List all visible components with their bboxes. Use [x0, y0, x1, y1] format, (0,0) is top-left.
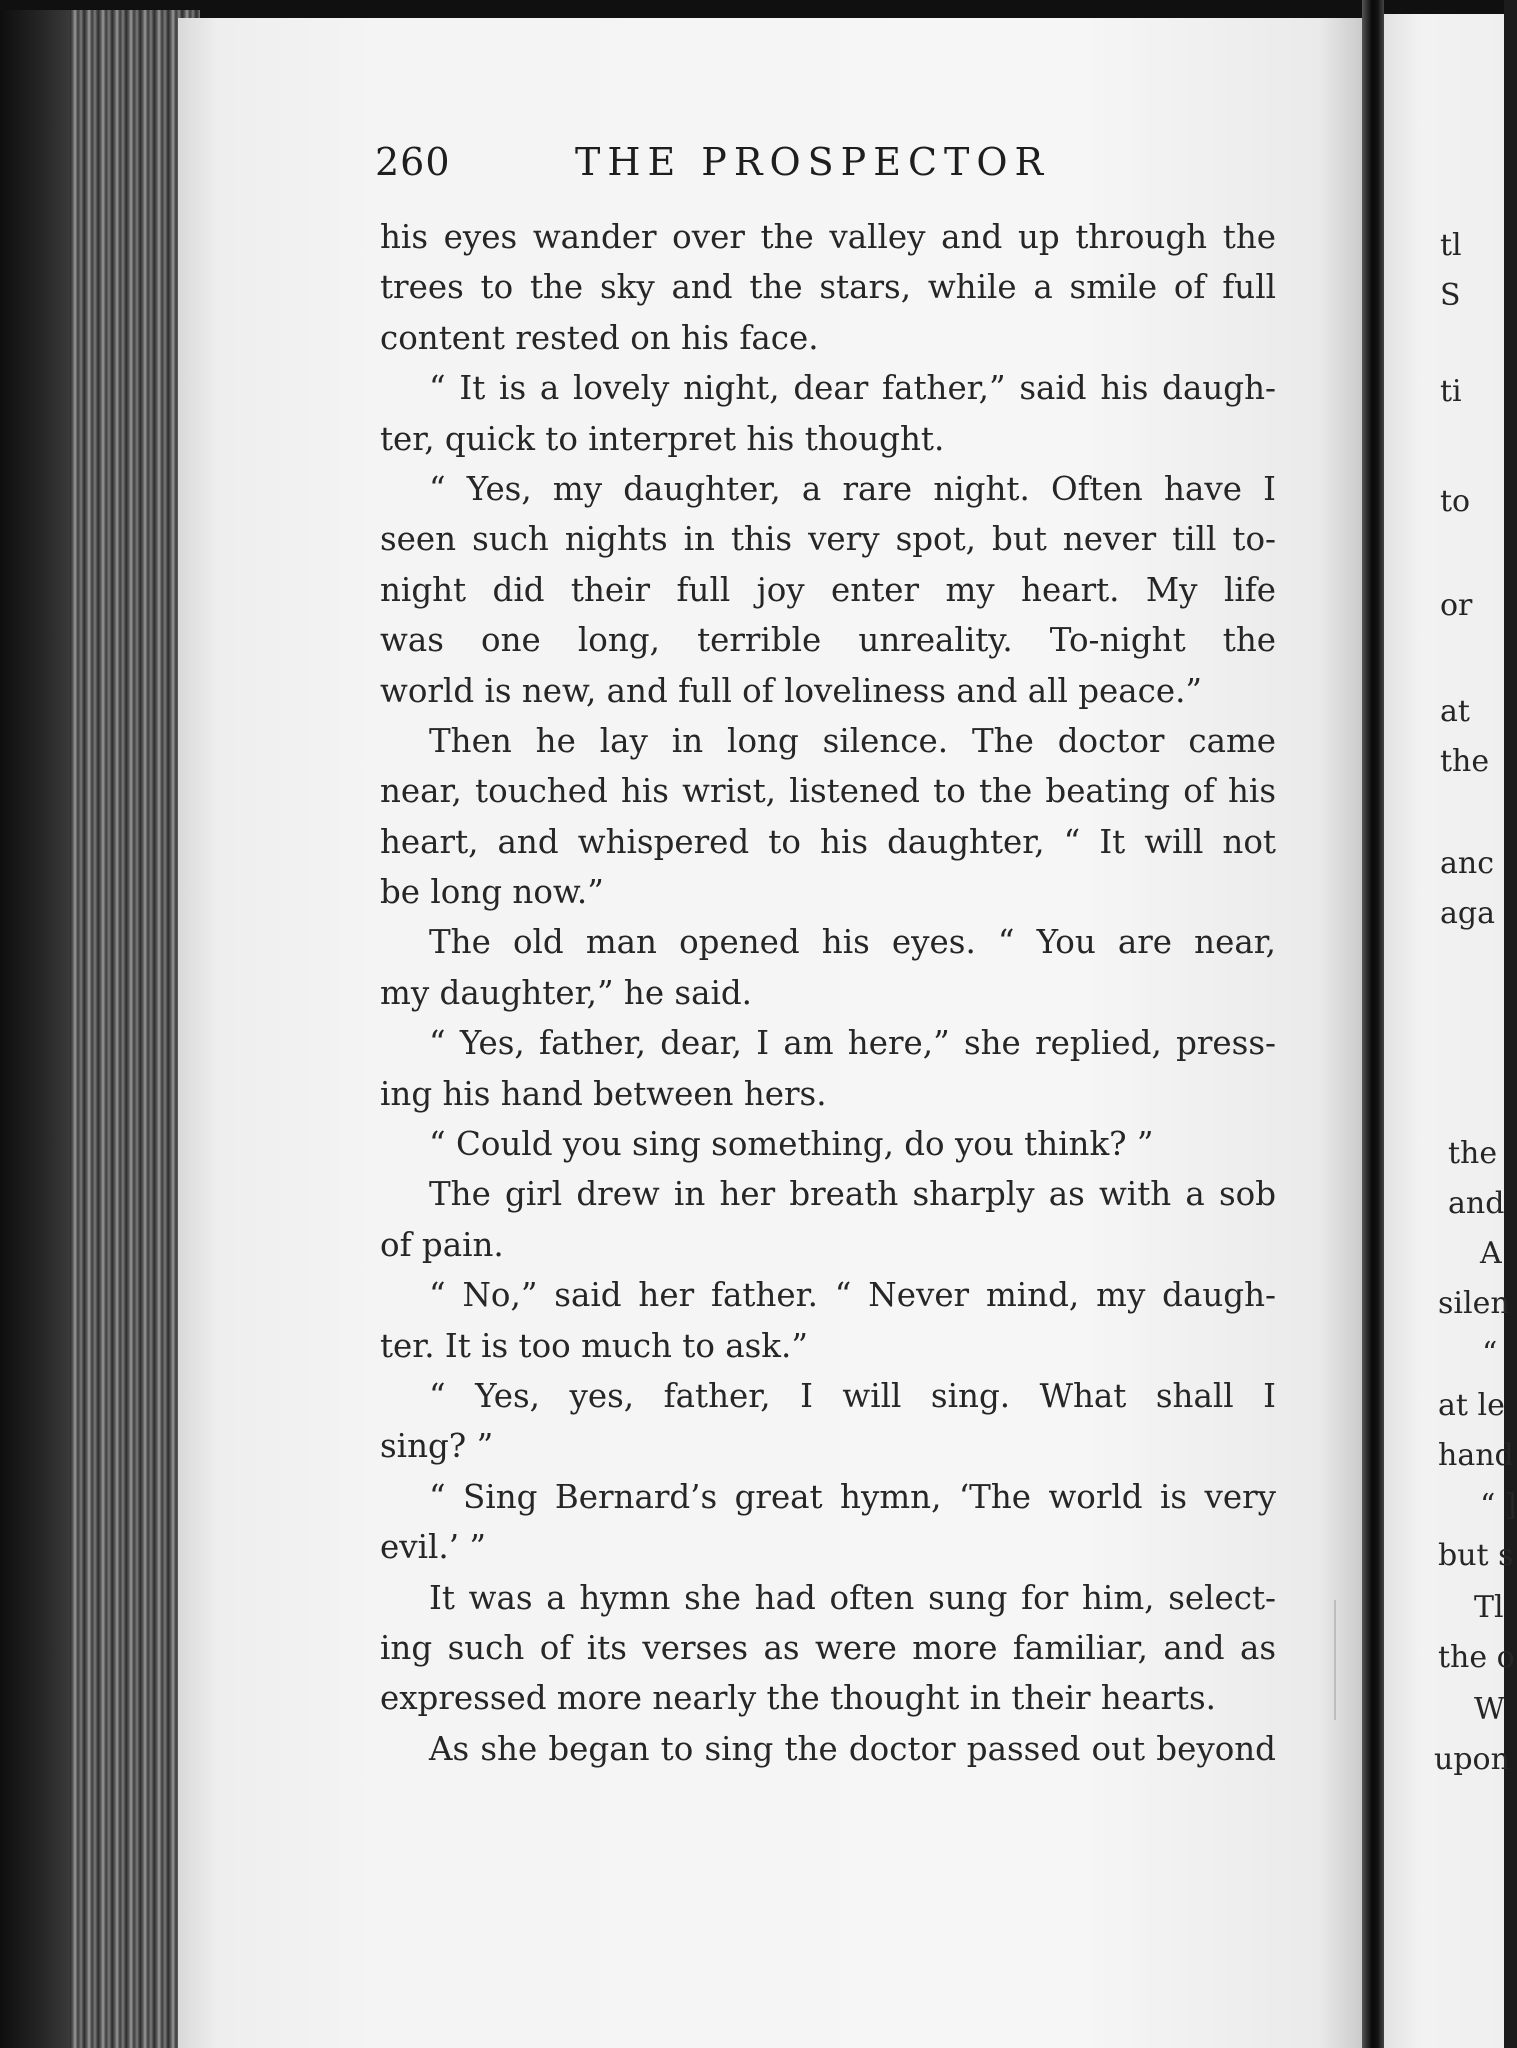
right-page-fragment: or: [1440, 588, 1473, 623]
running-head: [375, 140, 1135, 192]
text-line: The girl drew in her breath sharply as with a sob: [429, 1175, 1276, 1214]
right-page-fragment: ti: [1440, 374, 1462, 409]
book-gutter: [1362, 0, 1384, 2048]
book-title: THE PROSPECTOR: [575, 140, 1051, 184]
text-line: night did their full joy enter my heart. My life: [380, 570, 1276, 609]
text-line: near, touched his wrist, listened to the beating of his: [380, 772, 1276, 811]
text-line: sing? ”: [380, 1427, 494, 1466]
text-line: Then he lay in long silence. The doctor came: [429, 721, 1276, 760]
text-line: ter, quick to interpret his thought.: [380, 419, 945, 458]
text-line: The old man opened his eyes. “ You are near,: [429, 923, 1276, 962]
text-line: content rested on his face.: [380, 318, 819, 357]
right-page-fragment: the: [1440, 744, 1490, 779]
right-page-fragment: silen: [1438, 1286, 1510, 1321]
right-page-fragment: at le: [1438, 1388, 1505, 1423]
right-page-fragment: anc: [1440, 846, 1495, 881]
text-line: “ Yes, yes, father, I will sing. What shall I: [429, 1376, 1276, 1415]
right-page-fragment: the o: [1438, 1640, 1515, 1675]
right-page-fragment: aga: [1440, 896, 1495, 931]
right-page-fragment: and: [1448, 1186, 1505, 1221]
right-page-fragment: at: [1440, 694, 1470, 729]
right-page-fragment: “: [1482, 1336, 1498, 1371]
text-line: was one long, terrible unreality. To-night the: [380, 621, 1276, 660]
text-line: “ Could you sing something, do you think? ”: [429, 1125, 1154, 1164]
right-page-fragment: W: [1474, 1692, 1505, 1727]
body-text: [380, 212, 1276, 1774]
text-line: heart, and whispered to his daughter, “ It will not: [380, 822, 1276, 861]
right-page-fragment: but s: [1438, 1538, 1514, 1573]
text-line: “ Sing Bernard’s great hymn, ‘The world is very: [429, 1477, 1276, 1516]
right-page-fragment: S: [1440, 278, 1461, 313]
page-crease: [1334, 1600, 1336, 1720]
right-page-fragment: “ ]: [1480, 1488, 1517, 1523]
right-page-fragment: to: [1440, 484, 1471, 519]
right-page-fragment: A: [1480, 1236, 1502, 1271]
text-line: “ No,” said her father. “ Never mind, my daugh-: [429, 1276, 1276, 1315]
text-line: ter. It is too much to ask.”: [380, 1326, 808, 1365]
text-line: ing such of its verses as were more familiar, and as: [380, 1628, 1276, 1667]
text-line: evil.’ ”: [380, 1528, 486, 1567]
text-line: “ Yes, father, dear, I am here,” she replied, press-: [429, 1024, 1276, 1063]
text-line: expressed more nearly the thought in their hearts.: [380, 1679, 1216, 1718]
text-line: seen such nights in this very spot, but never till to-: [380, 520, 1276, 559]
right-page-fragment: hand: [1438, 1438, 1514, 1473]
text-line: my daughter,” he said.: [380, 973, 752, 1012]
text-line: “ It is a lovely night, dear father,” said his daugh-: [429, 369, 1276, 408]
right-page: [1384, 14, 1517, 2048]
text-line: “ Yes, my daughter, a rare night. Often have I: [429, 469, 1276, 508]
text-line: world is new, and full of loveliness and all peace.”: [380, 671, 1203, 710]
right-page-fragment: Tl: [1474, 1590, 1504, 1625]
right-page-fragment: tl: [1440, 228, 1462, 263]
text-line: of pain.: [380, 1225, 504, 1264]
right-page-fragment: upon: [1434, 1742, 1510, 1777]
book-cover-shadow: [0, 10, 70, 2048]
text-line: be long now.”: [380, 873, 604, 912]
text-line: ing his hand between hers.: [380, 1074, 827, 1113]
right-page-fragment: the: [1448, 1136, 1498, 1171]
text-line: It was a hymn she had often sung for him, select-: [429, 1578, 1276, 1617]
text-line: trees to the sky and the stars, while a smile of full: [380, 268, 1276, 307]
text-line: his eyes wander over the valley and up through the: [380, 218, 1276, 256]
text-line: As she began to sing the doctor passed out beyond: [429, 1729, 1276, 1768]
page-number: 260: [375, 140, 451, 184]
